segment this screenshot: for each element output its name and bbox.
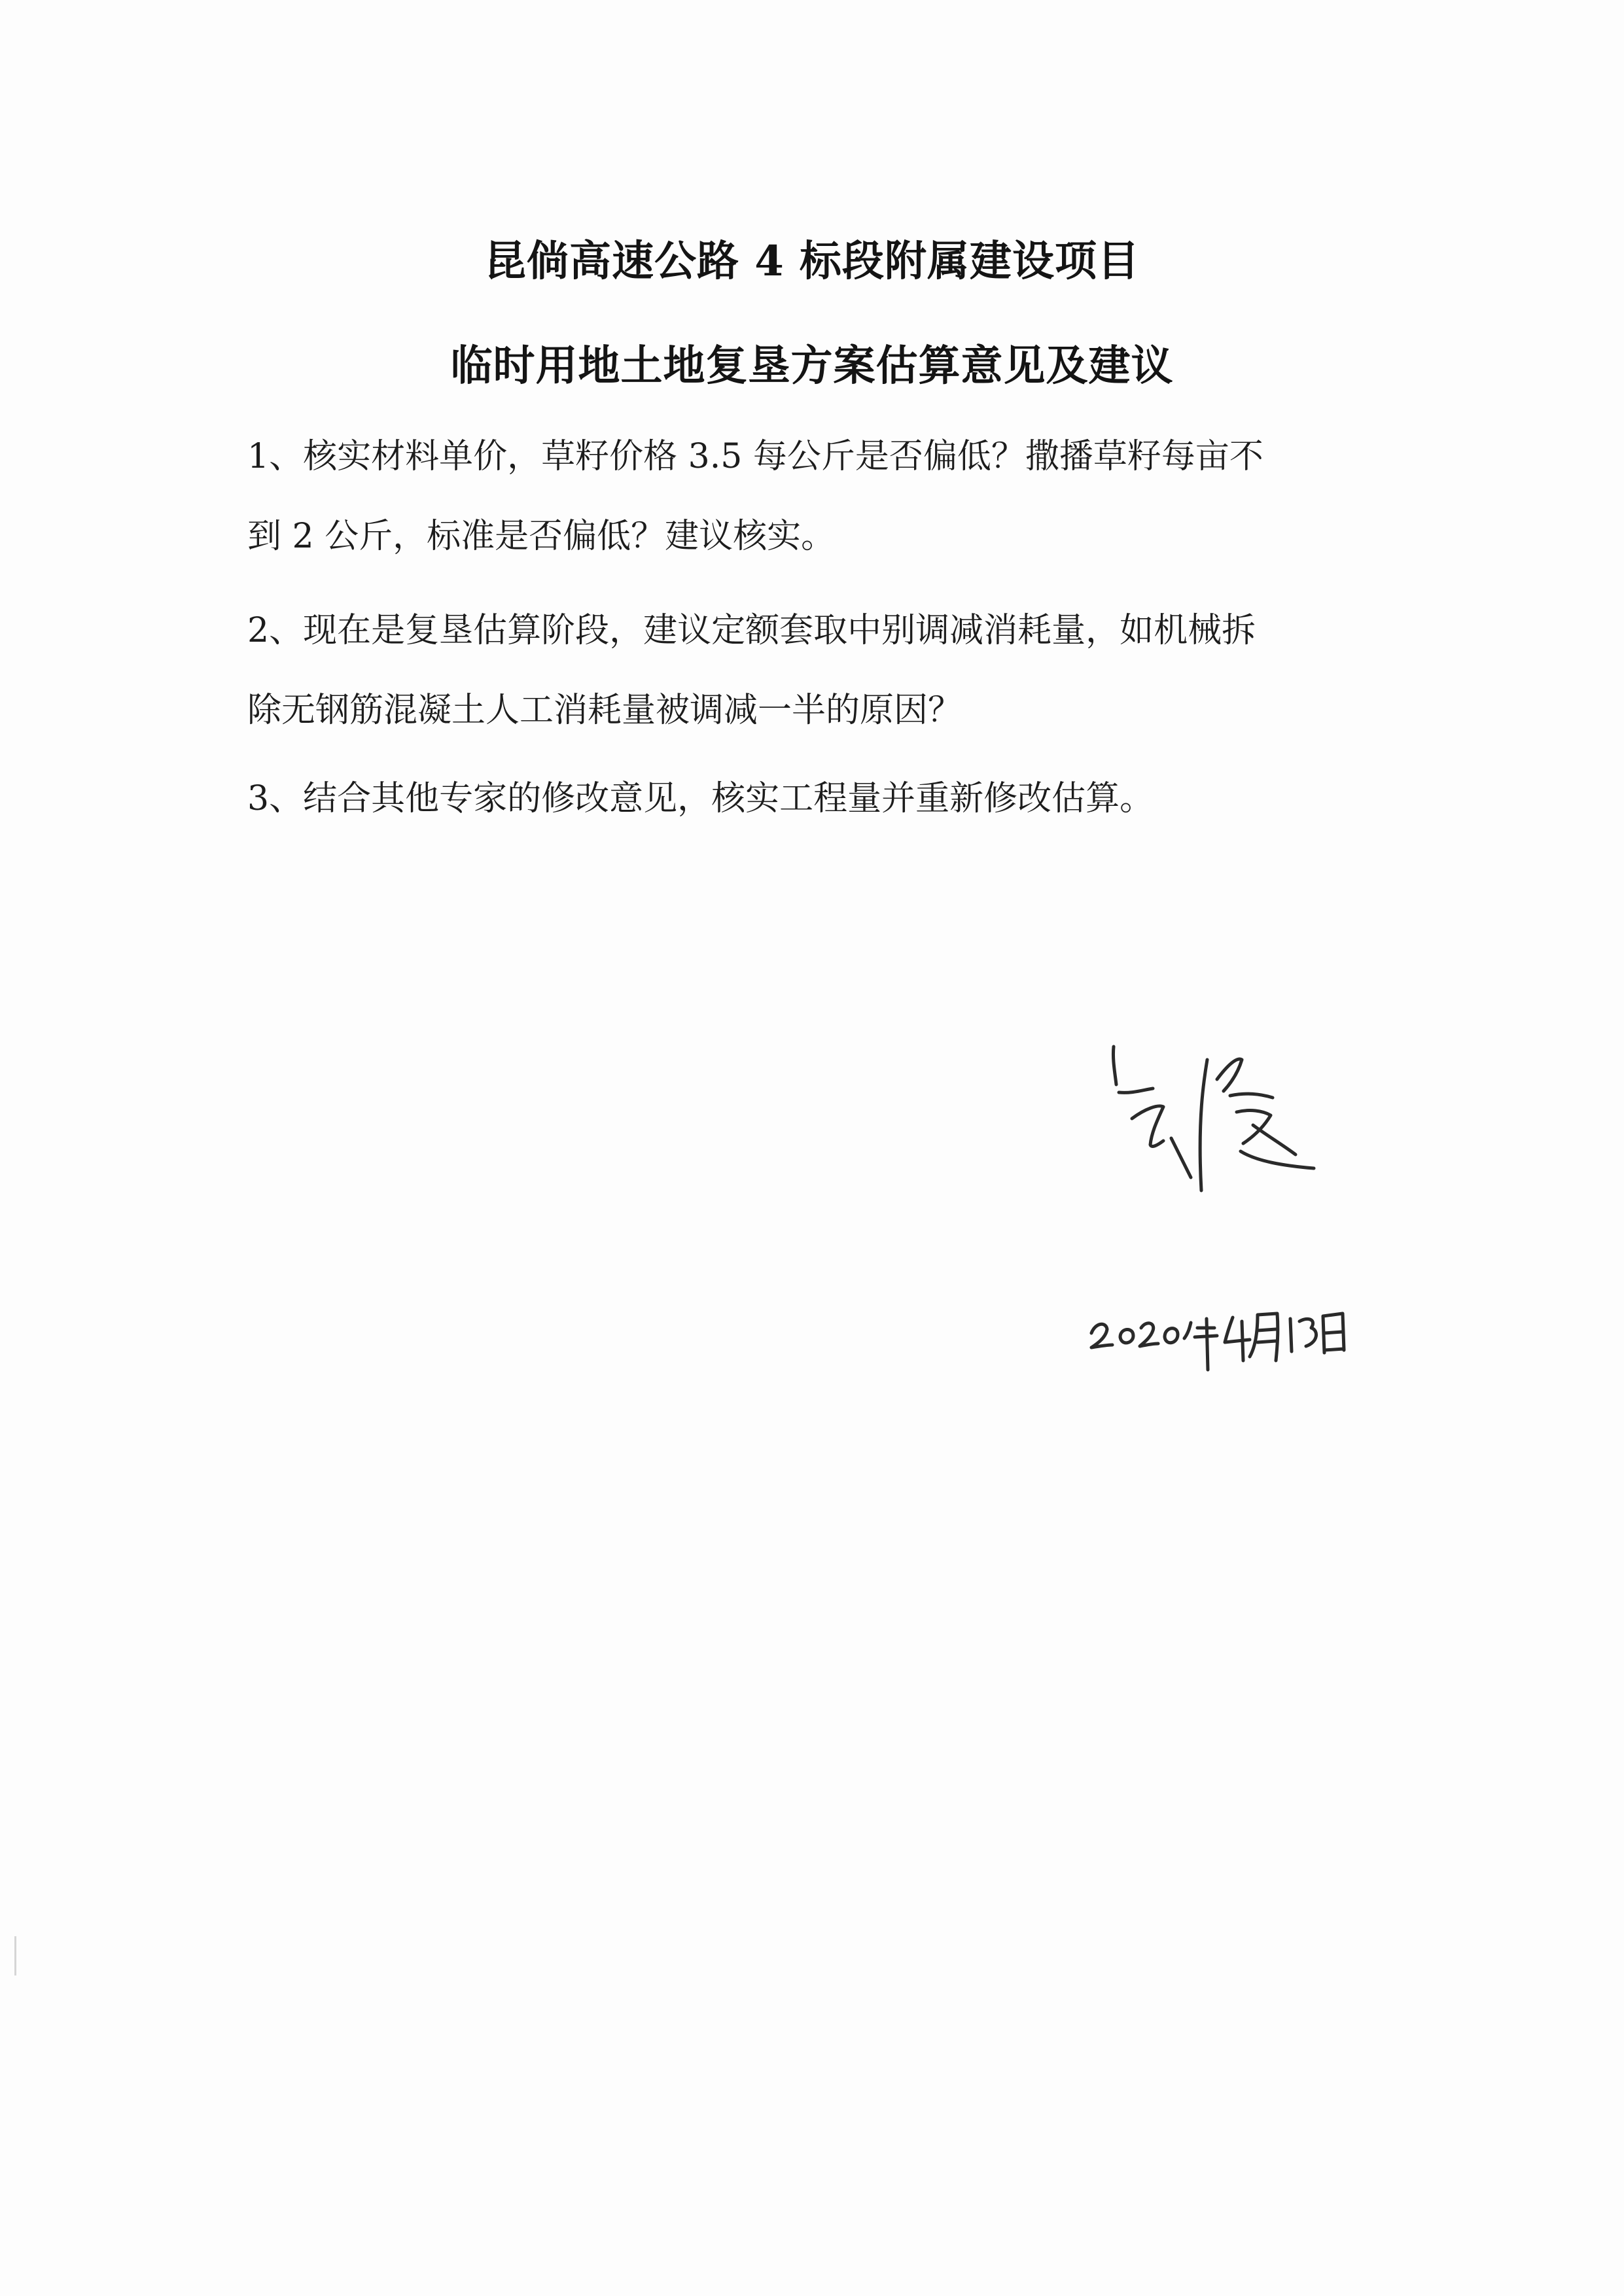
date-stroke <box>1165 1329 1178 1343</box>
signature-stroke <box>1241 1151 1314 1168</box>
date-stroke <box>1225 1317 1250 1361</box>
date-stroke <box>1120 1329 1133 1342</box>
opinion-item-3 <box>247 759 1386 839</box>
document-title-line-1: 昆倘高速公路 4 标段附属建设项目 <box>484 237 1140 286</box>
signature-stroke <box>1132 1106 1163 1147</box>
document-title-line-2: 临时用地土地复垦方案估算意见及建议 <box>450 341 1174 391</box>
signature-stroke <box>1230 1094 1273 1098</box>
opinion-item-1-line-1: 1、核实材料单价，草籽价格 3.5 每公斤是否偏低？撒播草籽每亩不 <box>247 437 1263 476</box>
date-stroke <box>1091 1324 1112 1348</box>
date-stroke <box>1140 1323 1158 1346</box>
date-stroke <box>1323 1313 1344 1353</box>
signature-stroke <box>1171 1138 1191 1177</box>
opinion-item-2-line-2: 除无钢筋混凝土人工消耗量被调减一半的原因？ <box>247 691 962 730</box>
opinion-item-1-line-2: 到 2 公斤，标准是否偏低？建议核实。 <box>247 517 836 556</box>
signature-stroke <box>1113 1047 1116 1085</box>
date-stroke <box>1299 1319 1316 1346</box>
opinion-item-1 <box>247 417 1386 576</box>
signature-stroke <box>1200 1060 1207 1191</box>
date-stroke <box>1195 1319 1217 1370</box>
signature-stroke <box>1217 1059 1242 1091</box>
signature-stroke <box>1253 1125 1296 1155</box>
opinion-item-3-line-1: 3、结合其他专家的修改意见，核实工程量并重新修改估算。 <box>247 779 1154 818</box>
scan-edge-mark <box>14 1936 16 1975</box>
signature-stroke <box>1119 1088 1153 1092</box>
opinion-item-2-line-1: 2、现在是复垦估算阶段，建议定额套取中别调减消耗量，如机械拆 <box>247 611 1256 650</box>
date-stroke <box>1290 1319 1292 1351</box>
date-stroke <box>1250 1313 1278 1361</box>
date-stroke <box>1184 1323 1191 1338</box>
signature-drawing <box>1086 1020 1479 1387</box>
handwritten-signature-block <box>1086 1020 1479 1387</box>
opinion-item-2 <box>247 591 1386 750</box>
